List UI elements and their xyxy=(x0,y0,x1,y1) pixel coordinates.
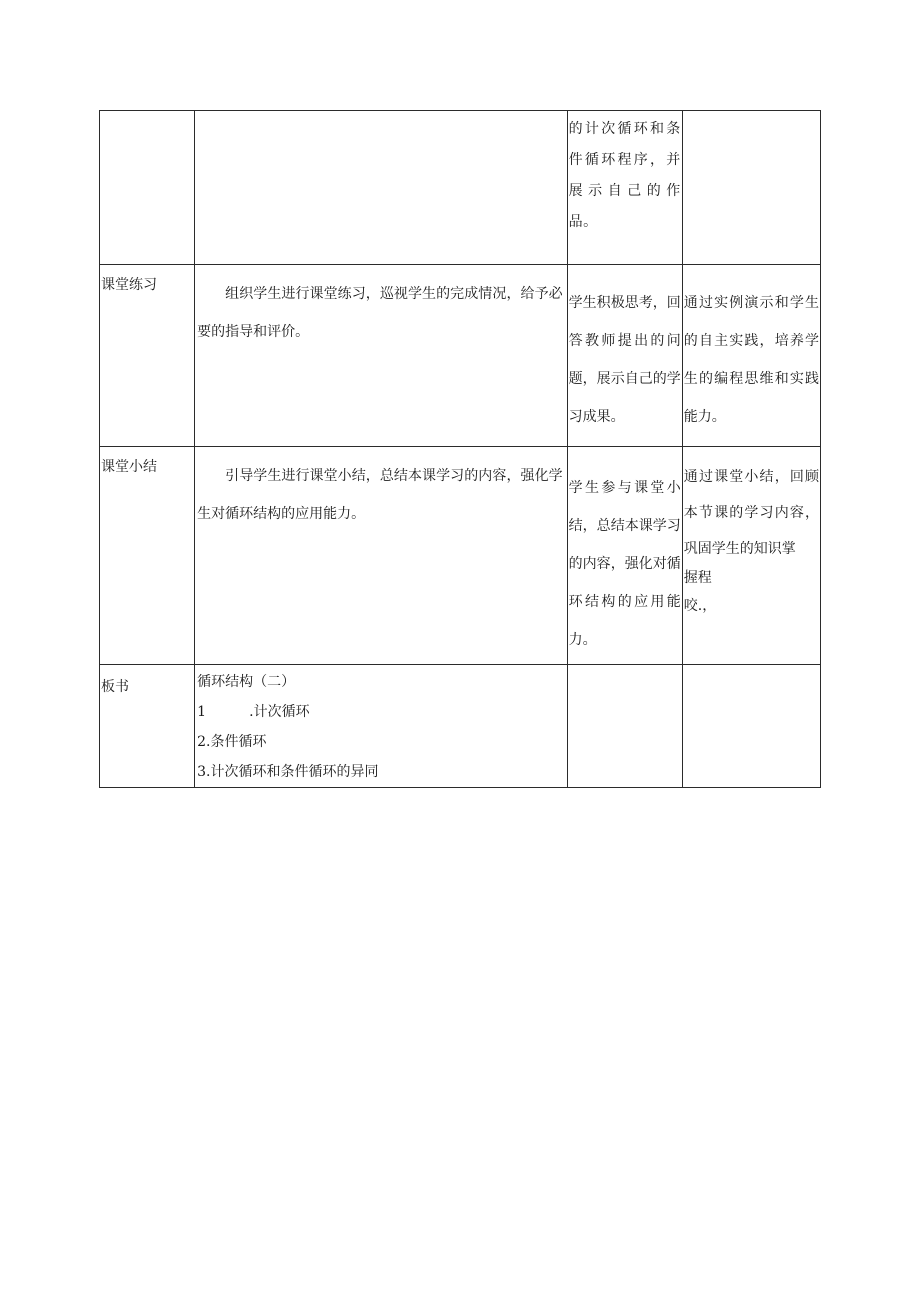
design-intent-line: 咬.， xyxy=(683,598,717,614)
board-item: 2.条件循环 xyxy=(197,734,267,750)
board-writing xyxy=(195,665,567,787)
stage-cell xyxy=(100,111,195,265)
teacher-activity-cell xyxy=(195,265,568,447)
table-row xyxy=(100,265,821,447)
design-intent-line: 握程 xyxy=(683,570,712,586)
teacher-activity-text xyxy=(195,111,567,121)
board-writing-cell xyxy=(195,665,568,788)
stage-label xyxy=(100,111,194,121)
teacher-activity-cell xyxy=(195,447,568,665)
teacher-activity-text: 引导学生进行课堂小结，总结本课学习的内容，强化学生对循环结构的应用能力。 xyxy=(197,468,563,522)
student-activity-cell xyxy=(567,447,682,665)
design-intent-cell xyxy=(682,265,820,447)
stage-cell xyxy=(100,447,195,665)
stage-label: 课堂小结 xyxy=(101,459,157,475)
board-title: 循环结构（二） xyxy=(197,674,296,690)
teacher-activity-cell xyxy=(195,111,568,265)
design-intent-cell xyxy=(682,447,820,665)
stage-cell xyxy=(100,265,195,447)
student-activity-cell xyxy=(567,265,682,447)
board-item xyxy=(197,697,567,727)
table-row xyxy=(100,665,821,788)
stage-cell xyxy=(100,665,195,788)
student-activity-text: 学生积极思考，回答教师提出的问题，展示自己的学习成果。 xyxy=(568,295,681,425)
student-activity-cell xyxy=(567,111,682,265)
design-intent-text xyxy=(683,111,820,121)
design-intent-text: 通过实例演示和学生的自主实践，培养学生的编程思维和实践能力。 xyxy=(683,295,819,425)
lesson-plan-table xyxy=(99,110,821,788)
student-activity-cell xyxy=(567,665,682,788)
board-item: 3.计次循环和条件循环的异同 xyxy=(197,764,379,780)
teacher-activity-text: 组织学生进行课堂练习，巡视学生的完成情况，给予必要的指导和评价。 xyxy=(197,286,563,340)
board-item-text: .计次循环 xyxy=(249,704,310,720)
design-intent-cell xyxy=(682,665,820,788)
student-activity-text: 学生参与课堂小结，总结本课学习的内容，强化对循环结构的应用能力。 xyxy=(568,480,681,648)
design-intent-cell xyxy=(682,111,820,265)
design-intent-line: 通过课堂小结，回顾本节课的学习内容，巩固学生的知识掌 xyxy=(683,469,819,557)
stage-label: 板书 xyxy=(101,679,129,695)
table-row xyxy=(100,447,821,665)
student-activity-text: 的计次循环和条件循环程序，并展示自己的作品。 xyxy=(568,121,681,230)
stage-label: 课堂练习 xyxy=(101,277,157,293)
table-row xyxy=(100,111,821,265)
board-item-number: 1 xyxy=(197,704,207,720)
design-intent-text xyxy=(683,447,820,567)
